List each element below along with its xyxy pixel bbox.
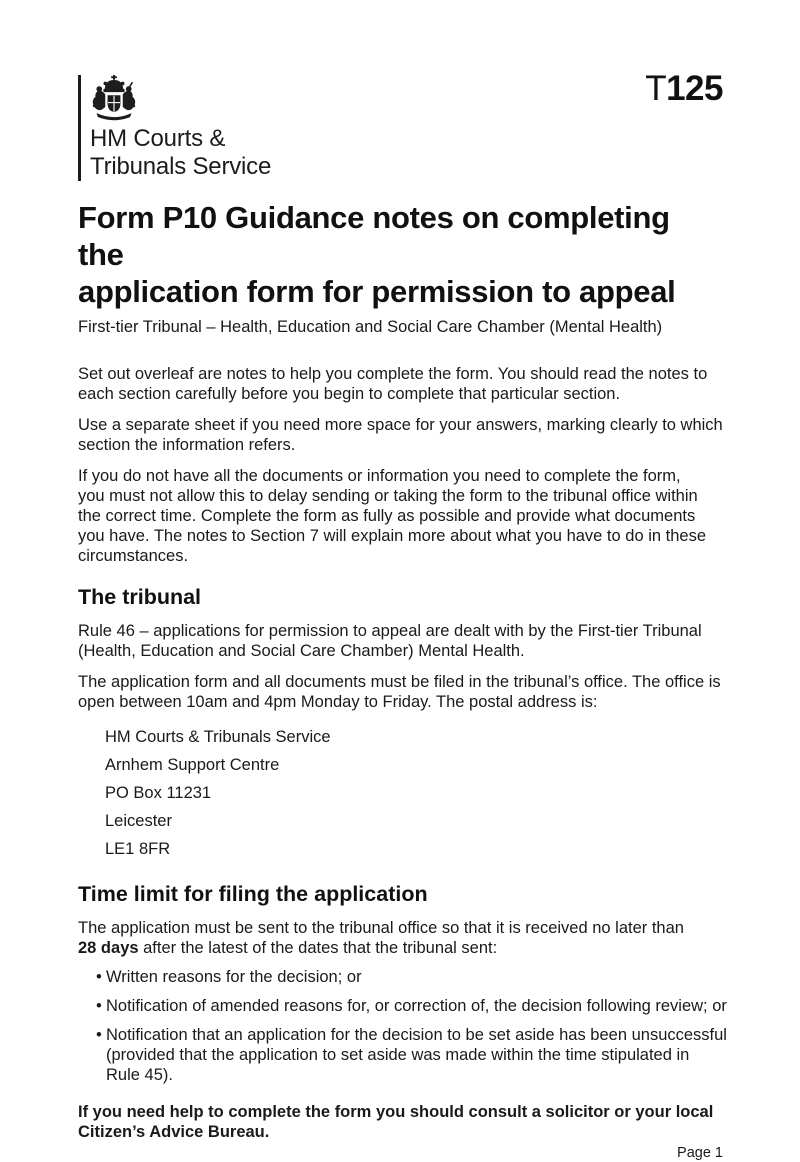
text-line: Set out overleaf are notes to help you complete the form. You should read the notes to: [78, 365, 708, 383]
text-line: you have. The notes to Section 7 will explain more about what you have to do in these: [78, 527, 707, 545]
text-line: the correct time. Complete the form as fully as possible and provide what documents: [78, 507, 696, 525]
text-line: Notification of amended reasons for, or correction of, the decision following review; or: [106, 997, 727, 1015]
text-line: (provided that the application to set aside was made within the time stipulated in: [106, 1046, 690, 1064]
intro-paragraph-2: [78, 415, 723, 455]
bold-28-days: 28 days: [78, 939, 139, 957]
page-title: [78, 199, 723, 310]
bullet-text: [106, 967, 362, 987]
org-name: [90, 125, 271, 181]
text-line: Rule 46 – applications for permission to appeal are dealt with by the First-tier Tribunal: [78, 622, 702, 640]
text-line: Rule 45).: [106, 1066, 173, 1084]
bullet-icon: •: [96, 968, 102, 986]
time-limit-paragraph: [78, 918, 723, 958]
text-line: Use a separate sheet if you need more space for your answers, marking clearly to which: [78, 416, 723, 434]
text-line: The application form and all documents must be filed in the tribunal’s office. The office is: [78, 673, 721, 691]
list-item: [96, 1025, 727, 1085]
time-limit-bullet-list: [96, 967, 727, 1085]
text-line: open between 10am and 4pm Monday to Friday. The postal address is:: [78, 693, 598, 711]
text-line: circumstances.: [78, 547, 189, 565]
text-line: each section carefully before you begin to complete that particular section.: [78, 385, 621, 403]
text-line: (Health, Education and Social Care Chamber) Mental Health.: [78, 642, 525, 660]
bullet-text: [106, 996, 727, 1016]
tribunal-paragraph-1: [78, 621, 723, 661]
intro-paragraph-3: [78, 466, 723, 566]
text-line: Notification that an application for the decision to be set aside has been unsuccessful: [106, 1026, 727, 1044]
text-segment: after the latest of the dates that the tribunal sent:: [138, 939, 498, 957]
bullet-icon: •: [96, 997, 102, 1015]
section-heading-time-limit: Time limit for filing the application: [78, 882, 428, 906]
bullet-text: [106, 1025, 727, 1085]
org-name-line2: Tribunals Service: [90, 153, 272, 180]
address-line: PO Box 11231: [105, 784, 212, 802]
page-title-line2: application form for permission to appeal: [78, 274, 676, 309]
text-line: The application must be sent to the tribunal office so that it is received no later than: [78, 919, 684, 937]
page-title-line1: Form P10 Guidance notes on completing the: [78, 200, 670, 272]
text-line: section the information refers.: [78, 436, 296, 454]
royal-coat-of-arms-icon: [90, 75, 138, 121]
help-advisory-text: [78, 1102, 723, 1142]
form-code: [645, 71, 723, 107]
intro-paragraph-1: [78, 364, 723, 404]
tribunal-paragraph-2: [78, 672, 723, 712]
document-header: [78, 69, 723, 181]
bullet-icon: •: [96, 1026, 102, 1044]
text-line: Written reasons for the decision; or: [106, 968, 362, 986]
postal-address: [105, 723, 723, 863]
form-code-number: 125: [666, 69, 723, 108]
form-code-prefix: T: [645, 69, 667, 108]
address-line: LE1 8FR: [105, 840, 171, 858]
address-line: HM Courts & Tribunals Service: [105, 728, 331, 746]
section-heading-the-tribunal: The tribunal: [78, 585, 202, 609]
address-line: Arnhem Support Centre: [105, 756, 280, 774]
list-item: [96, 967, 723, 987]
page-subtitle: First-tier Tribunal – Health, Education and Social Care Chamber (Mental Health): [78, 318, 663, 336]
text-line: [78, 938, 723, 958]
list-item: [96, 996, 727, 1016]
org-name-line1: HM Courts &: [90, 125, 226, 152]
text-line: If you do not have all the documents or information you need to complete the form,: [78, 467, 681, 485]
hmcts-logo: [78, 75, 271, 181]
text-line: you must not allow this to delay sending or taking the form to the tribunal office within: [78, 487, 698, 505]
text-line: If you need help to complete the form you should consult a solicitor or your local: [78, 1103, 714, 1121]
text-line: Citizen’s Advice Bureau.: [78, 1123, 270, 1141]
address-line: Leicester: [105, 812, 172, 830]
page-number: Page 1: [677, 1145, 723, 1161]
